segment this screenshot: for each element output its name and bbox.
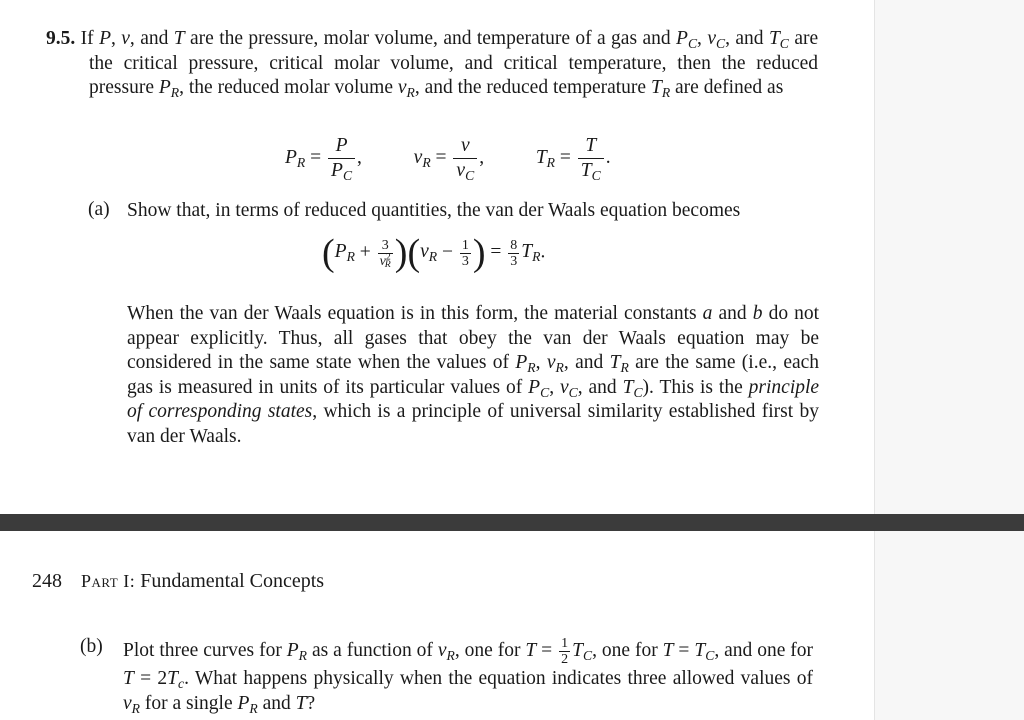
page-separator (0, 514, 1024, 531)
problem-text: are defined as (675, 77, 784, 98)
part-b-text: , one for (592, 639, 658, 661)
part-label: Part I: (81, 571, 136, 591)
part-a-text: When the van der Waals equation is in this form, the material constants (127, 303, 697, 324)
reduced-pressure-definition: $P_R$ = $\frac{P}{P_C}$ , (285, 135, 367, 184)
part-a-text: , and (563, 352, 604, 373)
problem-number: 9.5. (46, 28, 76, 49)
problem-text: are the pressure, molar volume, and temperature of a gas and (190, 28, 671, 49)
part-a-text: , and (577, 376, 617, 398)
part-b-text: , and one for (714, 639, 814, 661)
problem-text: and (735, 28, 764, 49)
part-a-intro: Show that, in terms of reduced quantities, the van der Waals equation becomes (127, 200, 741, 221)
part-a-text: are the same (i.e., each gas is measured in units of its particular values of (127, 352, 820, 398)
page-header (32, 570, 324, 593)
part-b-text: , one for (454, 639, 521, 661)
part-a-text: do not appear explicitly. Thus, all gases that obey the van der Waals equation may be considered in the same state when the values of (127, 303, 820, 373)
reduced-definitions-equation (285, 134, 611, 183)
part-b-body: Plot three curves for $P_R$ as a function of $v_R$, one for T = $\frac{1}{2}$ $T_C$, one for $T = T_C$, and one for $T = 2T_c$. What happens physically when the equation indicates three allowed values of $v_R$ for a single $P_R$ and T? (123, 636, 814, 716)
problem-statement: 9.5. If P, v, and T are the pressure, molar volume, and temperature of a gas and $P_C$, $v_C$, and $T_C$ are the critical pressure, critical molar volume, and critical temperature, then the reduced pressure $P_R$, the reduced molar volume $v_R$, and the reduced temperature $T_R$ are defined as (46, 28, 819, 101)
part-b-text: for a single (144, 692, 233, 714)
reduced-van-der-waals-equation: ($P_R$ + $\frac{3}{v^2_R}$ )($v_R$ − $\frac{1}{3}$ ) = $\frac{8}{3}$ $T_R$. (322, 232, 546, 274)
part-b-text: ? (306, 692, 316, 714)
part-b-text: as a function of (311, 639, 433, 661)
part-b-label: (b) (80, 636, 103, 657)
reduced-volume-definition: $v_R$ = $\frac{v}{v_C}$ , (413, 135, 489, 184)
reduced-temperature-definition: $T_R$ = $\frac{T}{T_C}$ . (535, 135, 611, 184)
problem-text: , and the reduced temperature (414, 77, 647, 98)
part-b-text: Plot three curves for (123, 639, 282, 661)
part-a-body: When the van der Waals equation is in this form, the material constants a and b do not appear explicitly. Thus, all gases that obey the van der Waals equation may be considered in the same state when the values of $P_R$, $v_R$, and $T_R$ are the same (i.e., each gas is measured in units of its particular values of $P_C$, $v_C$, and $T_C$). This is the principle of corresponding states, which is a principle of universal similarity established first by van der Waals. (127, 303, 820, 447)
part-title: Fundamental Concepts (140, 570, 325, 592)
part-b-text: and (262, 692, 291, 714)
part-a-text: ). This is the (642, 376, 743, 398)
part-a-label: (a) (88, 199, 110, 220)
part-a-text: , which is a principle of universal similarity established first by van der Waals. (127, 401, 819, 447)
part-a-text: and (718, 303, 747, 324)
problem-text: , the reduced molar volume (179, 77, 394, 98)
principle-emphasis: principle of corresponding states (127, 376, 820, 422)
problem-text: are the critical pressure, critical molar volume, and critical temperature, then the reduced pressure (89, 28, 819, 98)
page-number: 248 (32, 570, 62, 592)
part-b-text: . What happens physically when the equation indicates three allowed values of (184, 668, 814, 689)
problem-text: If (80, 28, 94, 49)
right-margin-panel (874, 0, 1024, 720)
